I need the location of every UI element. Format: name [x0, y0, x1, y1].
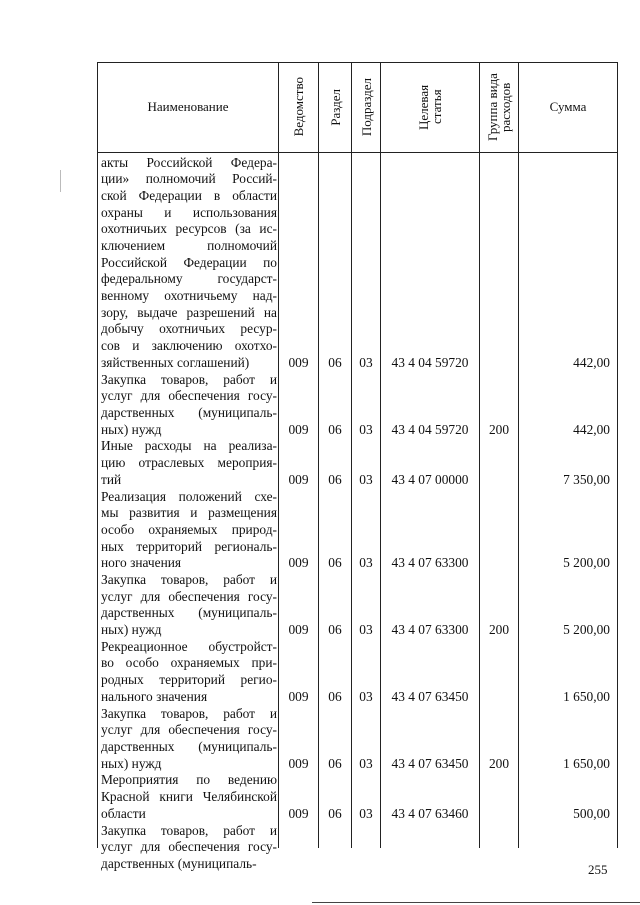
col-divider-vedomstvo [278, 62, 279, 848]
row-name-line: Закупка товаров, работ и [101, 705, 277, 721]
row-gr-cell: 200 [488, 622, 510, 638]
row-name-line: ных) нужд [101, 755, 162, 771]
row-sum-cell: 1 650,00 [563, 688, 610, 704]
row-name [101, 372, 277, 439]
row-pod-cell: 03 [359, 555, 373, 571]
row-name [101, 489, 277, 572]
row-cs-cell: 43 4 07 63460 [391, 805, 469, 821]
row-sum-cell: 442,00 [573, 354, 610, 370]
header-gruppa-label: Группа вида расходов [485, 73, 513, 141]
row-cs-cell: 43 4 07 00000 [391, 471, 469, 487]
header-razdel-label: Раздел [327, 88, 343, 126]
row-name-line: тий [101, 471, 122, 487]
row-name-line: акты Российской Федера- [101, 154, 277, 170]
row-name-line: ного значения [101, 555, 182, 571]
row-name-line: Иные расходы на реализа- [101, 438, 277, 454]
header-gruppa [480, 62, 518, 152]
row-name [101, 639, 277, 706]
row-name [101, 823, 277, 873]
footer-rule [312, 902, 640, 903]
row-name-line: Красной книги Челябинской [101, 789, 277, 805]
row-name [101, 706, 277, 773]
row-raz-cell: 06 [328, 354, 342, 370]
row-name-line: ключением полномочий [101, 237, 277, 253]
row-cs-cell: 43 4 07 63450 [391, 688, 469, 704]
row-raz-cell: 06 [328, 688, 342, 704]
row-cs-cell: 43 4 04 59720 [391, 354, 469, 370]
row-sum-cell: 5 200,00 [563, 555, 610, 571]
row-name-line: ской Федерации в области [101, 187, 277, 203]
row-ved-cell: 009 [288, 354, 309, 370]
row-gr-cell: 200 [488, 421, 510, 437]
row-name-line: охраны и использования [101, 204, 277, 220]
row-sum-cell: 442,00 [573, 421, 610, 437]
row-name-line: дарственных (муниципаль- [101, 855, 257, 871]
row-name-line: услуг для обеспечения госу- [101, 722, 277, 738]
header-summa-label: Сумма [549, 99, 587, 114]
row-name-line: Закупка товаров, работ и [101, 822, 277, 838]
row-raz-cell: 06 [328, 622, 342, 638]
row-pod-cell: 03 [359, 354, 373, 370]
row-name-line: добычу охотничьих ресур- [101, 321, 277, 337]
row-name [101, 155, 277, 372]
row-name-line: нального значения [101, 688, 208, 704]
col-divider-celevaya [380, 62, 381, 848]
row-name-line: Рекреационное обустройст- [101, 638, 277, 654]
col-divider-gruppa [479, 62, 480, 848]
row-ved-cell: 009 [288, 555, 309, 571]
row-pod-cell: 03 [359, 688, 373, 704]
row-name-line: области [101, 805, 146, 821]
row-name-line: Российской Федерации по [101, 254, 277, 270]
scan-margin-mark [60, 170, 61, 192]
row-name-line: ных) нужд [101, 622, 162, 638]
col-divider-razdel [318, 62, 319, 848]
row-pod-cell: 03 [359, 755, 373, 771]
row-raz-cell: 06 [328, 805, 342, 821]
row-name [101, 572, 277, 639]
row-name-line: во особо охраняемых при- [101, 655, 277, 671]
row-ved-cell: 009 [288, 622, 309, 638]
header-podrazdel-label: Подраздел [358, 77, 374, 137]
header-celevaya [381, 62, 479, 152]
row-name-line: сов и заключению охотхо- [101, 338, 277, 354]
row-name-line: цию отраслевых мероприя- [101, 455, 277, 471]
header-name [98, 62, 278, 152]
row-ved-cell: 009 [288, 421, 309, 437]
table-border-right [617, 62, 618, 848]
page-number: 255 [588, 862, 608, 877]
col-divider-podrazdel [351, 62, 352, 848]
row-name-line: венному охотничьему над- [101, 288, 277, 303]
row-name-line: ных территорий региональ- [101, 538, 277, 554]
row-raz-cell: 06 [328, 471, 342, 487]
row-cs-cell: 43 4 07 63300 [391, 555, 469, 571]
row-name-line: Закупка товаров, работ и [101, 371, 277, 387]
header-vedomstvo-label: Ведомство [291, 77, 306, 137]
header-podrazdel [352, 62, 380, 152]
row-name-line: зяйственных соглашений) [101, 354, 250, 370]
row-gr-cell: 200 [488, 755, 510, 771]
row-ved-cell: 009 [288, 755, 309, 771]
row-name-line: дарственных (муниципаль- [101, 738, 277, 754]
row-name-line: услуг для обеспечения госу- [101, 588, 277, 604]
row-name-line: услуг для обеспечения госу- [101, 388, 277, 404]
row-name [101, 438, 277, 488]
row-cs-cell: 43 4 07 63300 [391, 622, 469, 638]
header-divider [97, 152, 617, 153]
row-name [101, 772, 277, 822]
row-name-line: особо охраняемых природ- [101, 521, 277, 537]
row-name-line: Закупка товаров, работ и [101, 572, 277, 587]
header-name-label: Наименование [147, 99, 229, 114]
row-ved-cell: 009 [288, 805, 309, 821]
row-name-line: зору, выдаче разрешений на [101, 304, 277, 320]
row-ved-cell: 009 [288, 688, 309, 704]
row-name-line: мы развития и размещения [101, 505, 277, 521]
row-name-line: федеральному государст- [101, 271, 277, 287]
row-name-line: дарственных (муниципаль- [101, 605, 277, 621]
row-name-line: услуг для обеспечения госу- [101, 839, 277, 855]
row-cs-cell: 43 4 04 59720 [391, 421, 469, 437]
header-vedomstvo [279, 62, 318, 152]
row-sum-cell: 1 650,00 [563, 755, 610, 771]
row-cs-cell: 43 4 07 63450 [391, 755, 469, 771]
row-name-line: ции» полномочий Россий- [101, 171, 277, 187]
row-ved-cell: 009 [288, 471, 309, 487]
row-name-line: родных территорий регио- [101, 672, 277, 688]
table-border-left [97, 62, 98, 848]
row-sum-cell: 5 200,00 [563, 622, 610, 638]
header-celevaya-label: Целевая статья [416, 84, 444, 130]
row-name-line: Мероприятия по ведению [101, 772, 277, 788]
row-pod-cell: 03 [359, 622, 373, 638]
row-raz-cell: 06 [328, 555, 342, 571]
row-sum-cell: 500,00 [573, 805, 610, 821]
row-pod-cell: 03 [359, 471, 373, 487]
header-razdel [319, 62, 351, 152]
row-raz-cell: 06 [328, 421, 342, 437]
row-pod-cell: 03 [359, 805, 373, 821]
header-summa [519, 62, 617, 152]
row-name-line: Реализация положений схе- [101, 488, 277, 504]
row-name-line: дарственных (муниципаль- [101, 404, 277, 420]
row-name-line: охотничьих ресурсов (за ис- [101, 221, 277, 237]
col-divider-summa [518, 62, 519, 848]
row-name-line: ных) нужд [101, 421, 162, 437]
row-sum-cell: 7 350,00 [563, 471, 610, 487]
row-pod-cell: 03 [359, 421, 373, 437]
row-raz-cell: 06 [328, 755, 342, 771]
